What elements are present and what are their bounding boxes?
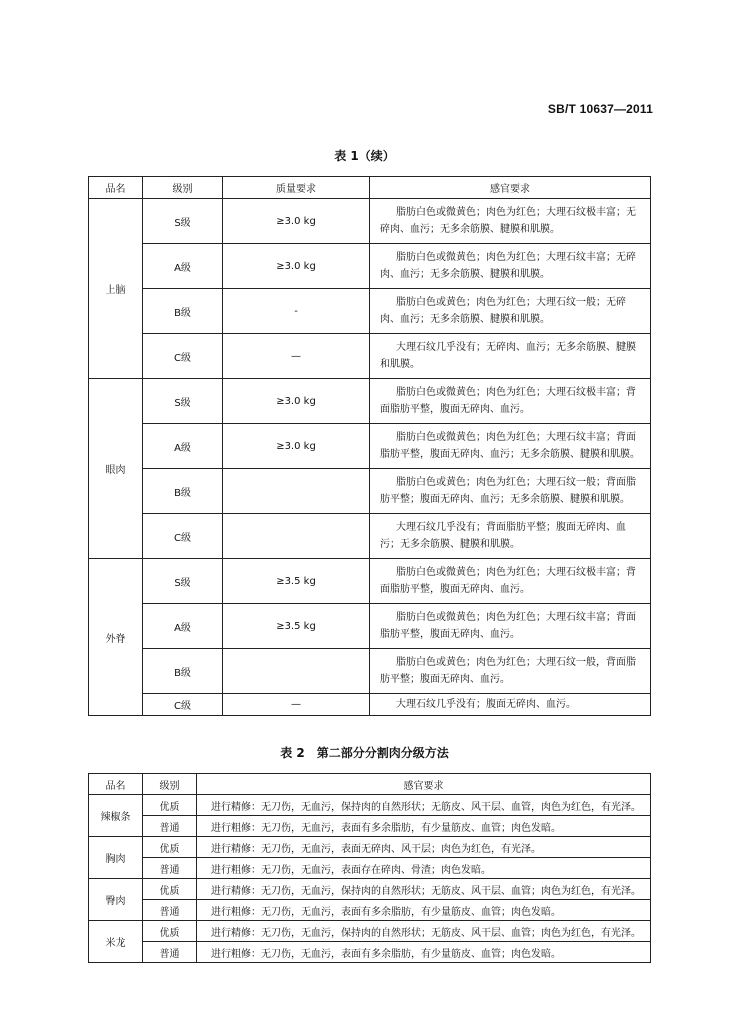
- sensory-cell: 进行粗修：无刀伤，无血污，表面存在碎肉、骨渣；肉色发暗。: [197, 858, 651, 879]
- product-name: 外脊: [89, 559, 143, 716]
- sensory-cell: 进行粗修：无刀伤，无血污，表面有多余脂肪，有少量筋皮、血管；肉色发暗。: [197, 900, 651, 921]
- table-row: [89, 900, 651, 921]
- weight-cell: ≥3.5 kg: [223, 559, 370, 604]
- table2-header-row: [89, 774, 651, 795]
- weight-cell: —: [223, 334, 370, 379]
- weight-cell: ≥3.0 kg: [223, 199, 370, 244]
- grade-cell: A级: [143, 244, 223, 289]
- grade-cell: S级: [143, 559, 223, 604]
- weight-cell: —: [223, 694, 370, 716]
- grade-cell: C级: [143, 694, 223, 716]
- table-row: [89, 694, 651, 716]
- grade-cell: A级: [143, 604, 223, 649]
- header-grade: 级别: [143, 774, 197, 795]
- table-row: [89, 289, 651, 334]
- grade-cell: B级: [143, 649, 223, 694]
- product-name: 上脑: [89, 199, 143, 379]
- header-weight: 质量要求: [223, 177, 370, 199]
- grade-cell: A级: [143, 424, 223, 469]
- sensory-cell: 脂肪白色或黄色；肉色为红色；大理石纹一般；无碎肉、血污；无多余筋膜、腱膜和肌膜。: [370, 289, 651, 334]
- grade-cell: B级: [143, 289, 223, 334]
- sensory-cell: 大理石纹几乎没有；背面脂肪平整；腹面无碎肉、血污；无多余筋膜、腱膜和肌膜。: [370, 514, 651, 559]
- header-sensory: 感官要求: [370, 177, 651, 199]
- sensory-cell: 大理石纹几乎没有；无碎肉、血污；无多余筋膜、腱膜和肌膜。: [370, 334, 651, 379]
- table2: [88, 773, 651, 963]
- grade-cell: 普通: [143, 900, 197, 921]
- grade-cell: 优质: [143, 921, 197, 942]
- product-name: 胸肉: [89, 837, 143, 879]
- table-row: [89, 604, 651, 649]
- sensory-cell: 脂肪白色或黄色；肉色为红色；大理石纹一般；背面脂肪平整；腹面无碎肉、血污；无多余筋膜、腱膜和肌膜。: [370, 469, 651, 514]
- grade-cell: S级: [143, 199, 223, 244]
- weight-cell: [223, 469, 370, 514]
- sensory-cell: 进行精修：无刀伤，无血污，表面无碎肉、风干层；肉色为红色，有光泽。: [197, 837, 651, 858]
- weight-cell: ≥3.0 kg: [223, 424, 370, 469]
- grade-cell: 优质: [143, 837, 197, 858]
- sensory-cell: 脂肪白色或微黄色；肉色为红色；大理石纹极丰富；背面脂肪平整，腹面无碎肉、血污。: [370, 379, 651, 424]
- sensory-cell: 脂肪白色或微黄色；肉色为红色；大理石纹丰富；背面脂肪平整，腹面无碎肉、血污；无多余筋膜、腱膜和肌膜。: [370, 424, 651, 469]
- table-row: [89, 469, 651, 514]
- grade-cell: 普通: [143, 942, 197, 963]
- grade-cell: S级: [143, 379, 223, 424]
- header-product: 品名: [89, 774, 143, 795]
- sensory-cell: 进行粗修：无刀伤，无血污，表面有多余脂肪，有少量筋皮、血管；肉色发暗。: [197, 816, 651, 837]
- table2-caption: 表 2 第二部分分割肉分级方法: [280, 746, 449, 760]
- weight-cell: [223, 514, 370, 559]
- table1-caption: 表 1（续）: [334, 149, 395, 163]
- sensory-cell: 进行粗修：无刀伤，无血污，表面有多余脂肪，有少量筋皮、血管；肉色发暗。: [197, 942, 651, 963]
- sensory-cell: 脂肪白色或微黄色；肉色为红色；大理石纹极丰富；无碎肉、血污；无多余筋膜、腱膜和肌膜。: [370, 199, 651, 244]
- grade-cell: B级: [143, 469, 223, 514]
- product-name: 辣椒条: [89, 795, 143, 837]
- table-row: [89, 837, 651, 858]
- header-grade: 级别: [143, 177, 223, 199]
- table-row: [89, 858, 651, 879]
- sensory-cell: 脂肪白色或微黄色；肉色为红色；大理石纹极丰富；背面脂肪平整，腹面无碎肉、血污。: [370, 559, 651, 604]
- sensory-cell: 脂肪白色或微黄色；肉色为红色；大理石纹丰富；无碎肉、血污；无多余筋膜、腱膜和肌膜。: [370, 244, 651, 289]
- table-row: [89, 199, 651, 244]
- table1: [88, 176, 651, 716]
- table1-header-row: [89, 177, 651, 199]
- table-row: [89, 379, 651, 424]
- table-row: [89, 921, 651, 942]
- table-row: [89, 879, 651, 900]
- grade-cell: 普通: [143, 816, 197, 837]
- grade-cell: C级: [143, 334, 223, 379]
- header-sensory: 感官要求: [197, 774, 651, 795]
- grade-cell: 优质: [143, 795, 197, 816]
- table-row: [89, 559, 651, 604]
- weight-cell: ≥3.0 kg: [223, 244, 370, 289]
- sensory-cell: 进行精修：无刀伤，无血污，保持肉的自然形状；无筋皮、风干层、血管；肉色为红色，有光泽。: [197, 879, 651, 900]
- table-row: [89, 244, 651, 289]
- product-name: 米龙: [89, 921, 143, 963]
- table-row: [89, 424, 651, 469]
- weight-cell: [223, 649, 370, 694]
- table-row: [89, 942, 651, 963]
- table-row: [89, 816, 651, 837]
- grade-cell: C级: [143, 514, 223, 559]
- weight-cell: ≥3.5 kg: [223, 604, 370, 649]
- table-row: [89, 334, 651, 379]
- weight-cell: -: [223, 289, 370, 334]
- sensory-cell: 进行精修：无刀伤，无血污，保持肉的自然形状；无筋皮、风干层、血管，肉色为红色，有光泽。: [197, 795, 651, 816]
- sensory-cell: 脂肪白色或微黄色；肉色为红色；大理石纹丰富；背面脂肪平整，腹面无碎肉、血污。: [370, 604, 651, 649]
- sensory-cell: 进行精修：无刀伤，无血污，保持肉的自然形状；无筋皮、风干层、血管；肉色为红色，有光泽。: [197, 921, 651, 942]
- product-name: 臀肉: [89, 879, 143, 921]
- header-product: 品名: [89, 177, 143, 199]
- sensory-cell: 大理石纹几乎没有；腹面无碎肉、血污。: [370, 694, 651, 716]
- sensory-cell: 脂肪白色或黄色；肉色为红色；大理石纹一般，背面脂肪平整；腹面无碎肉、血污。: [370, 649, 651, 694]
- grade-cell: 优质: [143, 879, 197, 900]
- table-row: [89, 514, 651, 559]
- table-row: [89, 649, 651, 694]
- standard-code: SB/T 10637—2011: [547, 102, 653, 116]
- table-row: [89, 795, 651, 816]
- product-name: 眼肉: [89, 379, 143, 559]
- weight-cell: ≥3.0 kg: [223, 379, 370, 424]
- grade-cell: 普通: [143, 858, 197, 879]
